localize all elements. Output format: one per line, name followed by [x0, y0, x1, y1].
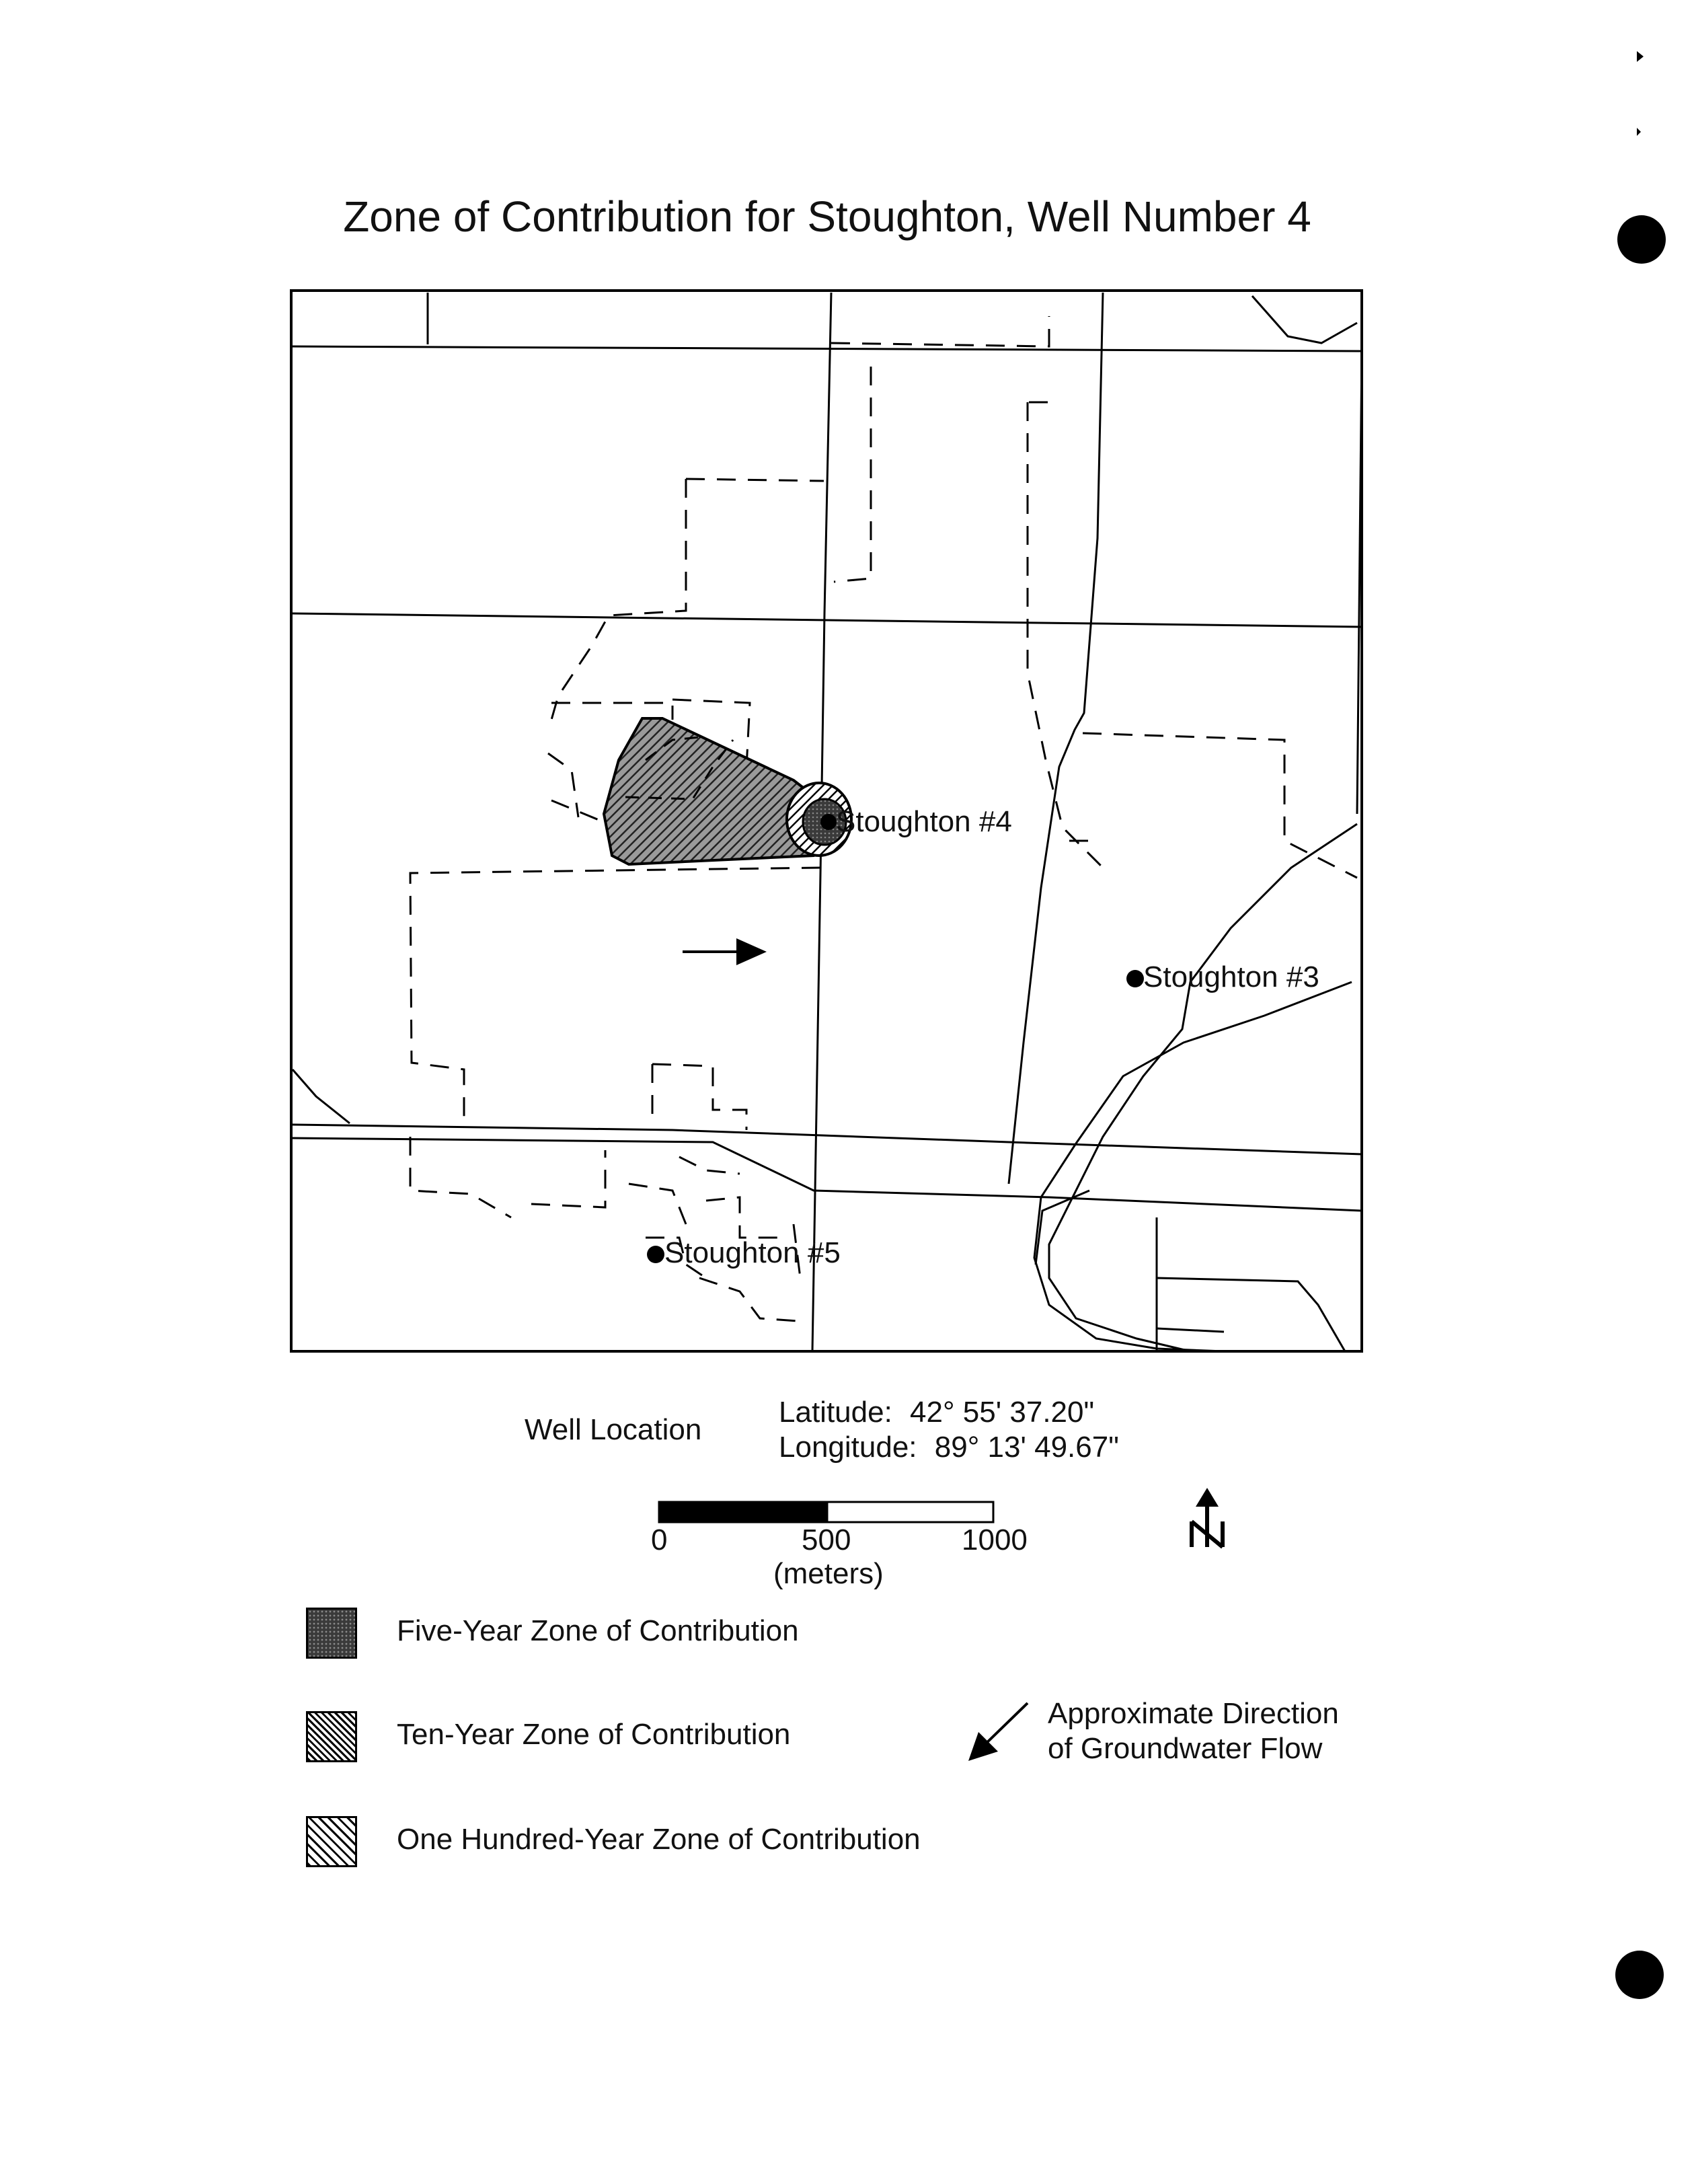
- map-title: Zone of Contribution for Stoughton, Well Number 4: [343, 192, 1311, 241]
- legend-flow-label-line2: of Groundwater Flow: [1048, 1732, 1323, 1765]
- latitude-row: [779, 1395, 1094, 1430]
- legend-label-hundred-year: One Hundred-Year Zone of Contribution: [397, 1823, 921, 1856]
- well-point-4: [820, 814, 837, 830]
- legend-swatch-hundred-year: [306, 1816, 357, 1867]
- latitude-label: Latitude:: [779, 1396, 892, 1429]
- legend-label-ten-year: Ten-Year Zone of Contribution: [397, 1718, 791, 1751]
- well-label-stoughton-3: Stoughton #3: [1143, 961, 1319, 993]
- scale-tick-0: 0: [651, 1523, 668, 1556]
- scale-bar-graphic: [659, 1502, 993, 1522]
- longitude-label: Longitude:: [779, 1431, 917, 1464]
- latitude-value: 42° 55' 37.20": [910, 1396, 1095, 1429]
- legend-swatch-five-year: [306, 1608, 357, 1659]
- well-label-stoughton-5: Stoughton #5: [664, 1236, 841, 1269]
- scale-tick-1000: 1000: [962, 1523, 1028, 1556]
- scale-unit: (meters): [773, 1557, 884, 1590]
- legend-swatch-ten-year: [306, 1711, 357, 1762]
- well-point-5: [647, 1246, 664, 1263]
- well-label-stoughton-4: Stoughton #4: [836, 805, 1012, 838]
- groundwater-flow-arrow-on-map: [683, 938, 767, 965]
- well-location-label: Well Location: [525, 1413, 702, 1446]
- legend-flow-label: [1048, 1696, 1339, 1766]
- longitude-row: [779, 1430, 1119, 1465]
- legend-flow-label-line1: Approximate Direction: [1048, 1697, 1339, 1730]
- legend-flow-arrow-icon: [968, 1703, 1028, 1761]
- well-point-3: [1126, 970, 1144, 987]
- scale-tick-500: 500: [802, 1523, 851, 1556]
- longitude-value: 89° 13' 49.67": [934, 1431, 1119, 1464]
- legend-label-five-year: Five-Year Zone of Contribution: [397, 1614, 799, 1647]
- north-arrow-icon: [1192, 1488, 1223, 1547]
